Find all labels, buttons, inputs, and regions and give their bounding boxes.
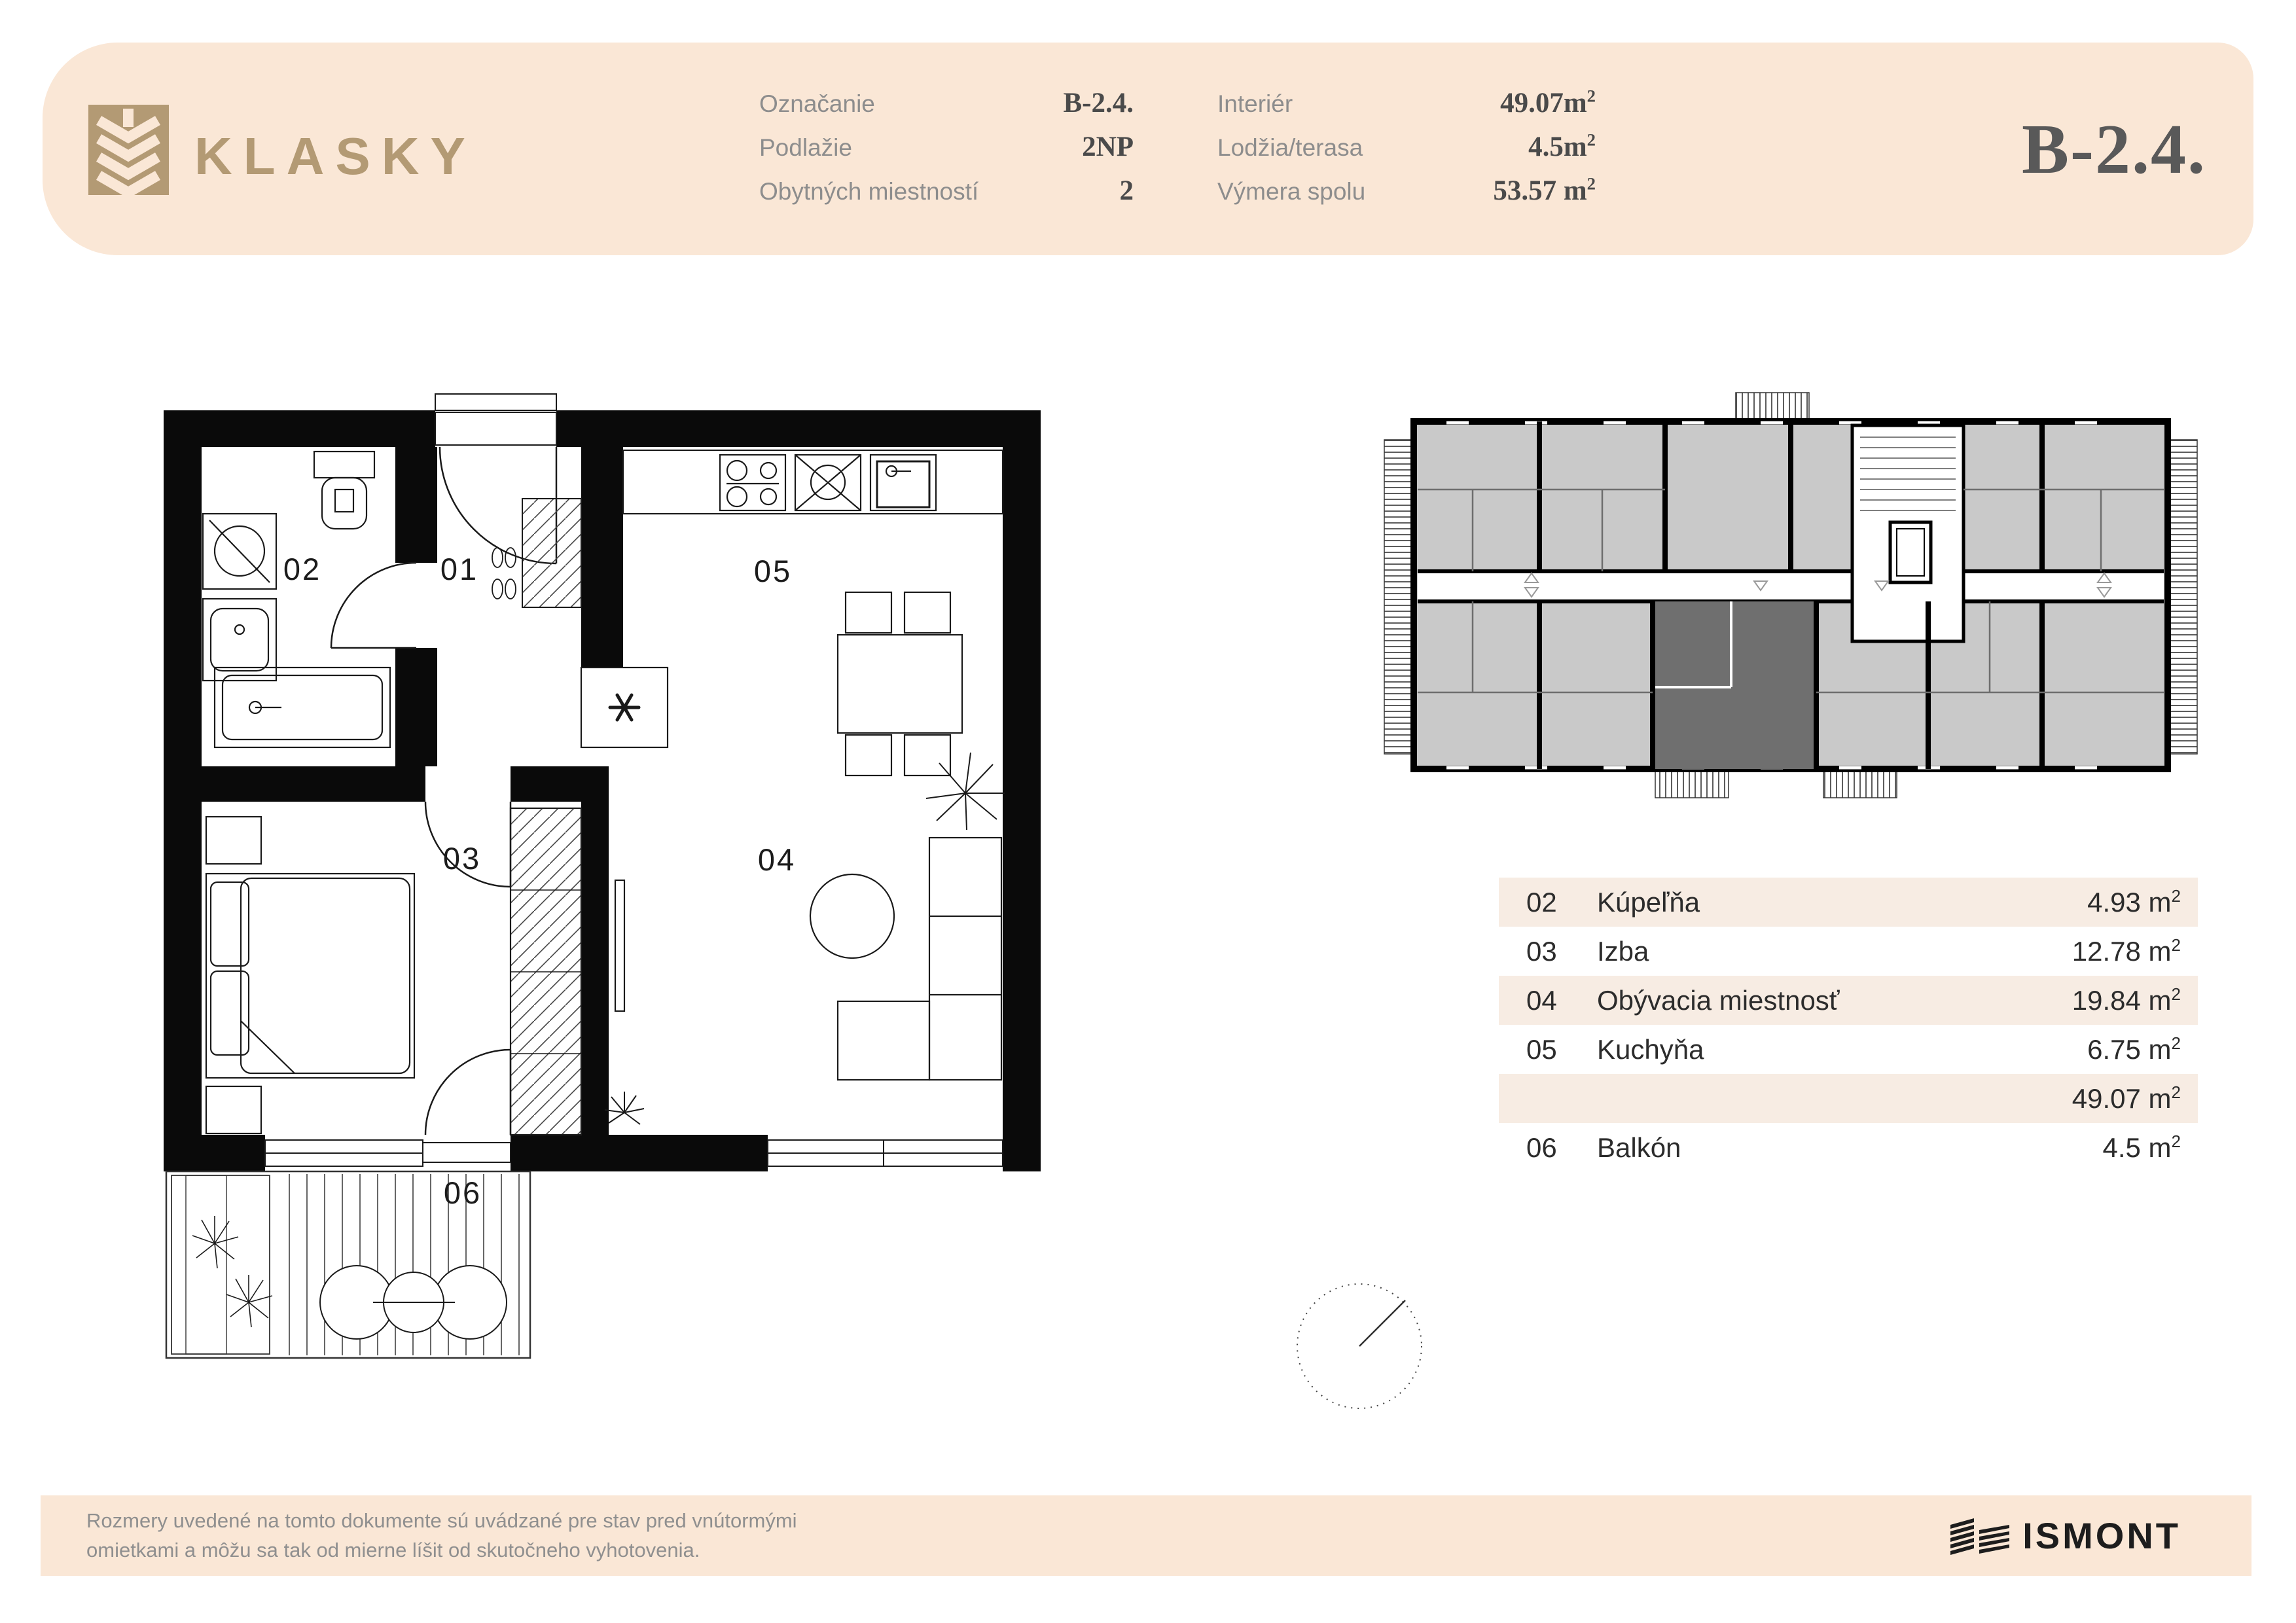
info-value: 53.57 $m^2$	[1493, 173, 1596, 206]
info-value: $4.5m^2$	[1528, 130, 1596, 162]
room-number: 05	[1526, 1033, 1557, 1065]
table-row	[1499, 976, 2198, 1025]
room-area: 19.84 $m^2$	[2072, 984, 2181, 1016]
table-row	[1499, 1123, 2198, 1172]
table-row	[1499, 1025, 2198, 1074]
room-label-02: 02	[283, 552, 322, 586]
room-name: Balkón	[1597, 1132, 1681, 1163]
disclaimer-text	[86, 1506, 797, 1565]
room-label-06: 06	[443, 1175, 482, 1210]
room-area-total: 49.07 $m^2$	[2072, 1082, 2181, 1114]
entrance-stub	[435, 394, 556, 410]
room-number: 03	[1526, 935, 1557, 967]
info-value: 2NP	[1082, 132, 1134, 162]
ismont-building-icon	[1949, 1514, 2012, 1558]
brand-name: KLASKY	[194, 127, 476, 185]
balcony-strip-right	[2168, 440, 2197, 754]
table-row	[1499, 927, 2198, 976]
room-name: Kúpeľňa	[1597, 886, 1700, 918]
room-label-01: 01	[440, 552, 479, 586]
ismont-logo	[1949, 1495, 2181, 1576]
highlighted-unit	[1653, 601, 1816, 769]
room-name: Kuchyňa	[1597, 1033, 1704, 1065]
info-label: Podlažie	[759, 134, 852, 161]
unit-code: B-2.4.	[2022, 111, 2206, 188]
disclaimer-line-1: Rozmery uvedené na tomto dokumente sú uvádzané pre stav pred vnútormými	[86, 1509, 797, 1532]
room-area: 6.75 $m^2$	[2087, 1033, 2181, 1065]
building-overview-plan	[1374, 385, 2225, 817]
bedroom-wardrobe	[511, 808, 581, 1135]
info-value: 2	[1119, 175, 1134, 206]
balcony-strip-left	[1384, 440, 1414, 754]
disclaimer-line-2: omietkami a môžu sa tak od mierne líšit od skutočneho vyhotovenia.	[86, 1539, 700, 1561]
wheat-icon	[88, 105, 169, 195]
room-number: 02	[1526, 886, 1557, 918]
stair-core	[1852, 425, 1964, 641]
room-area: 12.78 $m^2$	[2072, 935, 2181, 967]
info-label: Označanie	[759, 90, 875, 117]
header-info-right	[1217, 87, 1596, 219]
klasky-logo	[88, 105, 169, 195]
info-label: Výmera spolu	[1217, 178, 1366, 205]
room-area: 4.5 $m^2$	[2102, 1131, 2181, 1163]
info-label: Lodžia/terasa	[1217, 134, 1363, 161]
room-name: Obývacia miestnosť	[1597, 984, 1840, 1016]
room-area-table	[1499, 878, 2198, 1172]
info-value: B-2.4.	[1063, 88, 1134, 118]
room-label-05: 05	[753, 554, 793, 588]
room-name: Izba	[1597, 935, 1649, 967]
north-compass-icon	[1281, 1268, 1438, 1425]
info-label: Obytných miestností	[759, 178, 979, 205]
room-area: 4.93 $m^2$	[2087, 885, 2181, 918]
header-band	[43, 43, 2253, 255]
footer-band	[41, 1495, 2251, 1576]
info-value: $49.07m^2$	[1500, 86, 1596, 118]
table-row-total	[1499, 1074, 2198, 1123]
room-label-04: 04	[757, 842, 797, 877]
apartment-floor-plan	[157, 393, 1060, 1374]
info-label: Interiér	[1217, 90, 1293, 117]
header-info-left	[759, 87, 1134, 219]
room-number: 04	[1526, 984, 1557, 1016]
room-number: 06	[1526, 1132, 1557, 1163]
room-label-03: 03	[442, 841, 482, 876]
ismont-wordmark: ISMONT	[2022, 1515, 2181, 1556]
table-row	[1499, 878, 2198, 927]
